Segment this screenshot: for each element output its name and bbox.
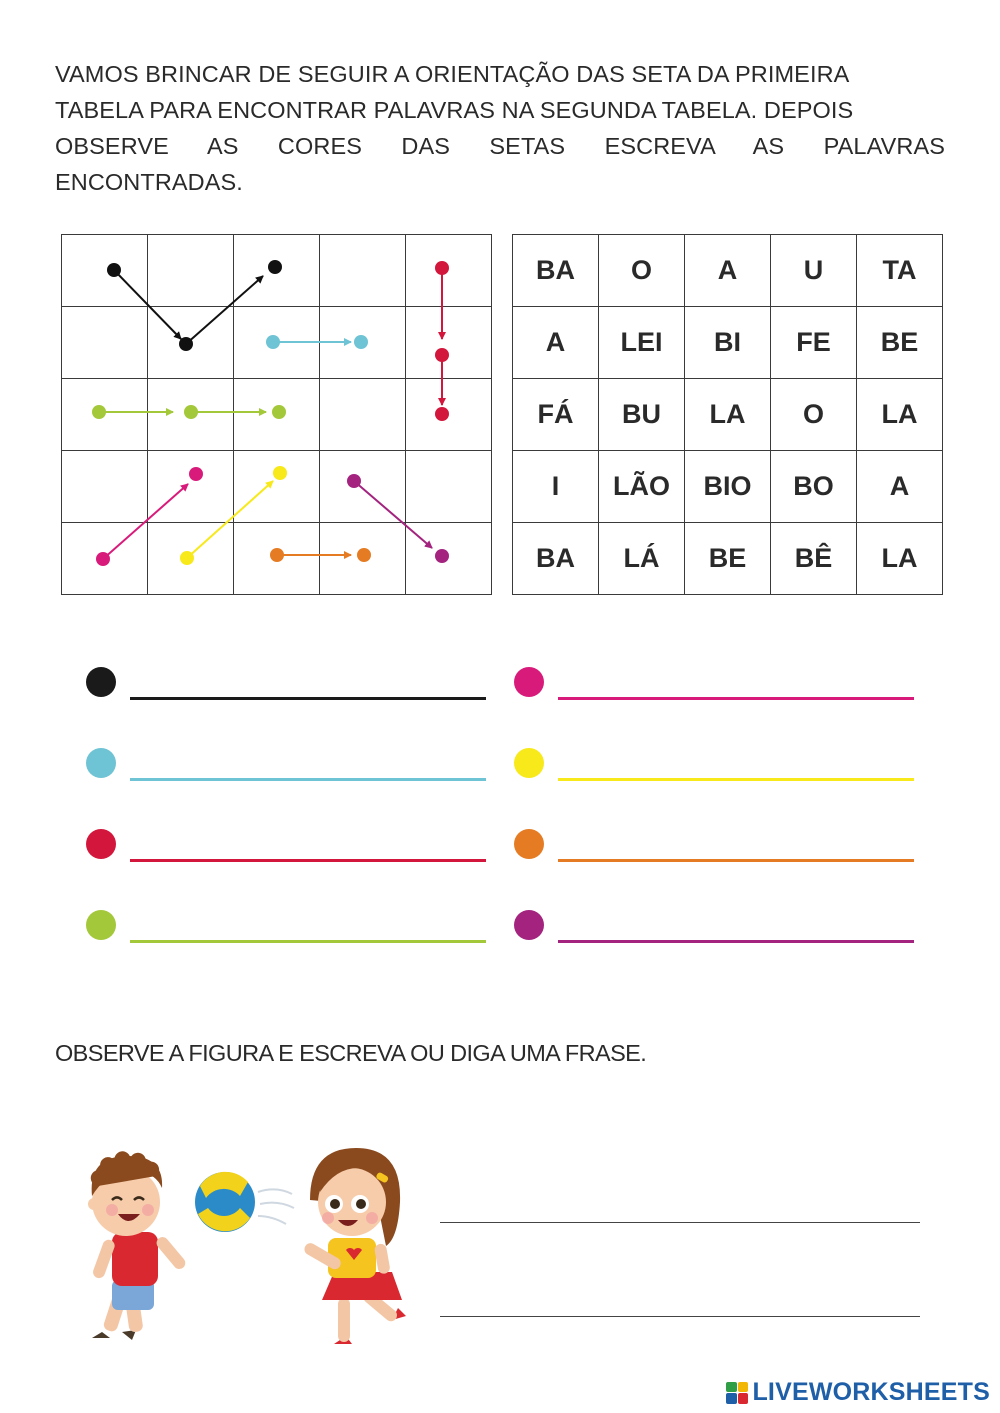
answer-input-magenta[interactable] <box>558 694 914 700</box>
color-dot-black <box>86 667 116 697</box>
color-dot-light-blue <box>86 748 116 778</box>
answer-magenta <box>514 667 916 707</box>
instruction-line-2: TABELA PARA ENCONTRAR PALAVRAS NA SEGUNDA TABELA. DEPOIS <box>55 97 854 123</box>
light-blue-arrow-path <box>266 335 368 349</box>
color-dot-yellow <box>514 748 544 778</box>
word-cell: LA <box>857 523 943 595</box>
word-row <box>513 523 943 595</box>
instructions <box>55 56 945 200</box>
answer-input-lime[interactable] <box>130 937 486 943</box>
black-arrow-path <box>107 260 282 351</box>
color-dot-magenta <box>514 667 544 697</box>
answer-light-blue <box>86 748 488 788</box>
color-dot-orange <box>514 829 544 859</box>
red-arrow-path <box>435 261 449 421</box>
word-cell: LA <box>857 379 943 451</box>
word-cell: TA <box>857 235 943 307</box>
word-row <box>513 451 943 523</box>
answer-orange <box>514 829 916 869</box>
answer-input-yellow[interactable] <box>558 775 914 781</box>
boy-figure <box>88 1151 188 1340</box>
word-row <box>513 235 943 307</box>
arrow-paths <box>61 234 486 591</box>
word-cell: LEI <box>599 307 685 379</box>
word-cell: O <box>599 235 685 307</box>
children-playing-ball-illustration <box>70 1130 410 1350</box>
ball <box>195 1172 294 1232</box>
color-dot-red <box>86 829 116 859</box>
sentence-line-2[interactable] <box>440 1316 920 1317</box>
instruction-line-4: ENCONTRADAS. <box>55 169 243 195</box>
word-cell: U <box>771 235 857 307</box>
word-cell: BI <box>685 307 771 379</box>
word-cell: FE <box>771 307 857 379</box>
answer-input-red[interactable] <box>130 856 486 862</box>
word-cell: BU <box>599 379 685 451</box>
sentence-line-1[interactable] <box>440 1222 920 1223</box>
word-cell: I <box>513 451 599 523</box>
answer-lime <box>86 910 488 950</box>
word-row <box>513 379 943 451</box>
instruction-line-3: OBSERVE AS CORES DAS SETAS ESCREVA AS PALAVRAS <box>55 133 945 159</box>
word-cell: FÁ <box>513 379 599 451</box>
word-row <box>513 307 943 379</box>
sentence-instruction: OBSERVE A FIGURA E ESCREVA OU DIGA UMA FRASE. <box>55 1040 647 1066</box>
word-cell: BÊ <box>771 523 857 595</box>
word-grid <box>512 234 937 591</box>
word-cell: BE <box>857 307 943 379</box>
word-cell: BA <box>513 235 599 307</box>
answer-input-light-blue[interactable] <box>130 775 486 781</box>
answer-input-purple[interactable] <box>558 937 914 943</box>
answer-red <box>86 829 488 869</box>
word-cell: A <box>513 307 599 379</box>
answer-black <box>86 667 488 707</box>
answer-purple <box>514 910 916 950</box>
word-cell: O <box>771 379 857 451</box>
word-cell: LA <box>685 379 771 451</box>
orange-arrow-path <box>270 548 371 562</box>
word-cell: A <box>685 235 771 307</box>
answer-input-black[interactable] <box>130 694 486 700</box>
color-dot-purple <box>514 910 544 940</box>
answer-input-orange[interactable] <box>558 856 914 862</box>
word-cell: BA <box>513 523 599 595</box>
answer-yellow <box>514 748 916 788</box>
word-cell: LÁ <box>599 523 685 595</box>
instruction-line-1: VAMOS BRINCAR DE SEGUIR A ORIENTAÇÃO DAS SETA DA PRIMEIRA <box>55 61 850 87</box>
liveworksheets-logo-icon <box>726 1382 748 1404</box>
word-cell: BIO <box>685 451 771 523</box>
color-dot-lime <box>86 910 116 940</box>
lime-arrow-path <box>92 405 286 419</box>
logo-text: LIVEWORKSHEETS <box>752 1378 990 1406</box>
word-cell: LÃO <box>599 451 685 523</box>
word-cell: BO <box>771 451 857 523</box>
word-cell: A <box>857 451 943 523</box>
liveworksheets-logo <box>726 1378 990 1407</box>
girl-figure <box>302 1148 406 1344</box>
word-cell: BE <box>685 523 771 595</box>
